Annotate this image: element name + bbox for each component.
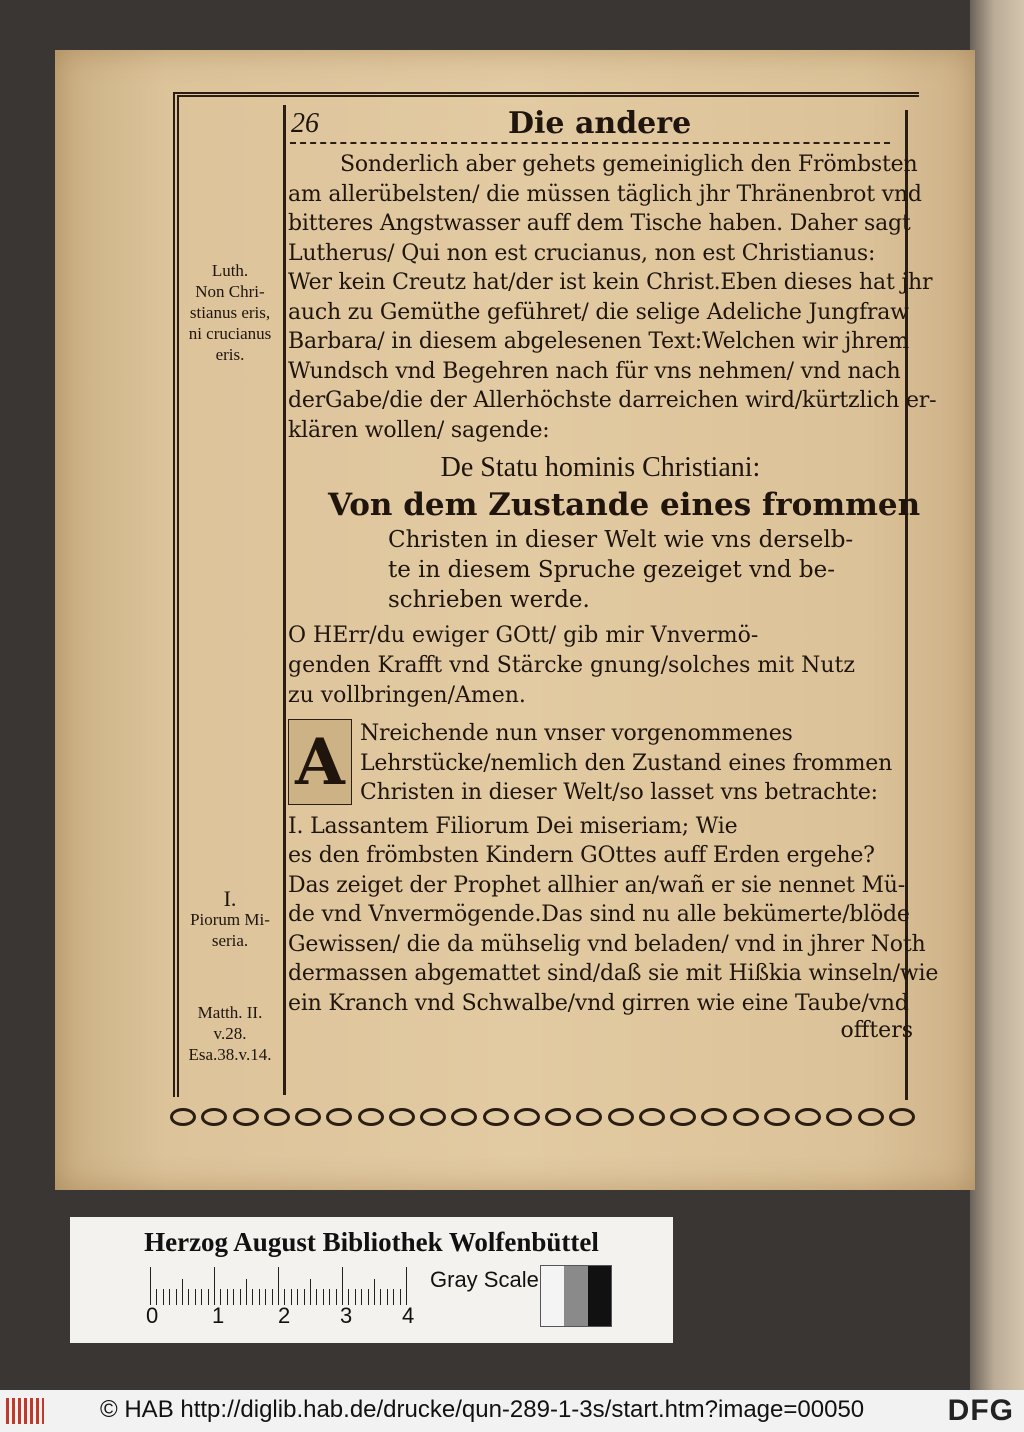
sermon-heading-german: Von dem Zustande eines frommen (328, 487, 921, 523)
margin-note-piorum (175, 888, 285, 951)
book-page (55, 50, 975, 1190)
ruler-tick (201, 1289, 202, 1305)
ornament-loop (201, 1108, 227, 1126)
initial-paragraph (288, 719, 913, 808)
footer-citation: © HAB http://diglib.hab.de/drucke/qun-289-1-3s/start.htm?image=00050 (100, 1396, 865, 1423)
text-line: Wer kein Creutz hat/der ist kein Christ.Eben dieses hat jhr (288, 270, 933, 295)
scale-card (70, 1217, 673, 1343)
sermon-heading-latin: De Statu hominis Christiani: (440, 452, 761, 483)
ruler (150, 1265, 410, 1305)
ornament-loop (858, 1108, 884, 1126)
margin-note-line: eris. (215, 345, 245, 364)
ruler-tick (176, 1289, 177, 1305)
text-line: ein Kranch vnd Schwalbe/vnd girren wie eine Taube/vnd (288, 990, 909, 1016)
ruler-tick (336, 1289, 337, 1305)
ruler-tick (182, 1279, 183, 1305)
ruler-number: 1 (212, 1303, 225, 1328)
ruler-tick (259, 1289, 260, 1305)
ruler-tick (233, 1289, 234, 1305)
heading-continuation: Christen in dieser Welt wie vns derselb- (388, 527, 854, 553)
text-line: auch zu Gemüthe geführet/ die selige Adeliche Jungfraw (288, 299, 909, 325)
prayer-line: zu vollbringen/Amen. (288, 683, 526, 708)
ruler-tick (227, 1289, 228, 1305)
ornament-loop (608, 1108, 634, 1126)
header-rule (290, 142, 890, 144)
margin-note-line: v.28. (213, 1024, 247, 1043)
gray-scale-label: Gray Scale (430, 1267, 539, 1292)
ornament-loop (451, 1108, 477, 1126)
ornament-loop (233, 1108, 259, 1126)
text-line: Christen in dieser Welt/so lasset vns betrachte: (360, 780, 878, 805)
ornament-loop (670, 1108, 696, 1126)
ruler-tick (361, 1289, 362, 1305)
ruler-tick (297, 1289, 298, 1305)
ruler-tick (329, 1289, 330, 1305)
text-line: I. Lassantem Filiorum Dei miseriam; Wie (288, 813, 738, 839)
heading-continuation: schrieben werde. (388, 587, 590, 613)
ornamental-border (170, 1102, 915, 1132)
ruler-tick (163, 1289, 164, 1305)
ruler-tick (380, 1289, 381, 1305)
ruler-tick (150, 1267, 151, 1305)
ornament-loop (483, 1108, 509, 1126)
ruler-tick (323, 1289, 324, 1305)
ruler-tick (374, 1279, 375, 1305)
text-line: derGabe/die der Allerhöchste darreichen wird/kürtzlich er- (288, 388, 937, 413)
ruler-tick (355, 1289, 356, 1305)
hab-logo-icon (6, 1398, 44, 1424)
ruler-tick (406, 1267, 407, 1305)
ruler-tick (387, 1289, 388, 1305)
page-number: 26 (291, 108, 319, 139)
prayer-line: genden Krafft vnd Stärcke gnung/solches mit Nutz (288, 653, 855, 678)
ruler-tick (252, 1289, 253, 1305)
ruler-tick (214, 1267, 215, 1305)
decorated-initial: A (288, 719, 352, 805)
ornament-loop (514, 1108, 540, 1126)
text-line: Gewissen/ die da mühselig vnd beladen/ vnd in jhrer Noth (288, 931, 926, 957)
text-line: am allerübelsten/ die müssen täglich jhr Thränenbrot vnd (288, 181, 922, 207)
ruler-number: 2 (278, 1303, 291, 1328)
ruler-number: 0 (146, 1303, 159, 1328)
text-line: es den frömbsten Kindern GOttes auff Erden ergehe? (288, 843, 875, 868)
text-line: bitteres Angstwasser auff dem Tische haben. Daher sagt (288, 211, 911, 236)
text-line: Sonderlich aber gehets gemeiniglich den Frömbsten (340, 152, 918, 177)
gray-scale-swatches (540, 1265, 612, 1327)
text-line: Nreichende nun vnser vorgenommenes (360, 721, 793, 746)
ruler-tick (195, 1289, 196, 1305)
running-title: Die andere (508, 106, 692, 141)
catchword: offters (840, 1018, 913, 1043)
ruler-number: 4 (402, 1303, 415, 1328)
margin-note-line: stianus eris, (189, 303, 271, 322)
ruler-tick (278, 1267, 279, 1305)
ornament-loop (733, 1108, 759, 1126)
gray-swatch (541, 1266, 564, 1326)
text-line: Wundsch vnd Begehren nach für vns nehmen/ vnd nach (288, 358, 901, 384)
margin-note-line: Matth. II. (197, 1003, 263, 1022)
ruler-tick (400, 1289, 401, 1305)
margin-note-line: I. (223, 886, 237, 911)
margin-note-line: Esa.38.v.14. (188, 1045, 272, 1064)
ruler-tick (265, 1289, 266, 1305)
text-line: Lehrstücke/nemlich den Zustand eines frommen (360, 750, 893, 776)
text-line: klären wollen/ sagende: (288, 417, 550, 443)
text-line: dermassen abgemattet sind/daß sie mit Hißkia winseln/wie (288, 961, 939, 986)
ruler-tick (304, 1289, 305, 1305)
gray-swatch (564, 1266, 587, 1326)
ruler-tick (272, 1289, 273, 1305)
gray-swatch (588, 1266, 611, 1326)
ornament-loop (389, 1108, 415, 1126)
ruler-tick (169, 1289, 170, 1305)
ruler-tick (240, 1289, 241, 1305)
ornament-loop (576, 1108, 602, 1126)
margin-note-line: Non Chri- (195, 282, 265, 301)
margin-note-line: Piorum Mi- (190, 910, 270, 929)
library-name: Herzog August Bibliothek Wolfenbüttel (144, 1227, 599, 1257)
margin-note-line: Luth. (211, 261, 249, 280)
ruler-tick (342, 1267, 343, 1305)
ruler-tick (188, 1289, 189, 1305)
page-header (283, 108, 913, 142)
margin-note-line: ni crucianus (188, 324, 272, 343)
ornament-loop (889, 1108, 915, 1126)
ornament-loop (701, 1108, 727, 1126)
text-line: Barbara/ in diesem abgelesenen Text:Welchen wir jhrem (288, 329, 909, 354)
ornament-loop (420, 1108, 446, 1126)
margin-note-line: seria. (211, 931, 249, 950)
ornament-loop (764, 1108, 790, 1126)
ornament-loop (545, 1108, 571, 1126)
ornament-loop (639, 1108, 665, 1126)
ruler-tick (291, 1289, 292, 1305)
text-line: Lutherus/ Qui non est crucianus, non est Christianus: (288, 240, 876, 266)
ruler-tick (246, 1279, 247, 1305)
ruler-tick (208, 1289, 209, 1305)
margin-note-luther (175, 260, 285, 365)
ruler-number: 3 (340, 1303, 353, 1328)
ornament-loop (170, 1108, 196, 1126)
ornament-loop (326, 1108, 352, 1126)
ruler-tick (393, 1289, 394, 1305)
prayer-line: O HErr/du ewiger GOtt/ gib mir Vnvermö- (288, 623, 759, 648)
ornament-loop (264, 1108, 290, 1126)
ornament-loop (826, 1108, 852, 1126)
ornament-loop (795, 1108, 821, 1126)
ornament-loop (358, 1108, 384, 1126)
ornament-loop (295, 1108, 321, 1126)
margin-note-references (175, 1002, 285, 1065)
adjacent-page-edge (970, 0, 1024, 1390)
text-line: de vnd Vnvermögende.Das sind nu alle bekümerte/blöde (288, 902, 910, 927)
ruler-tick (316, 1289, 317, 1305)
footer-bar (0, 1390, 1024, 1432)
heading-continuation: te in diesem Spruche gezeiget vnd be- (388, 557, 836, 583)
body-text (288, 150, 939, 1048)
ruler-tick (368, 1289, 369, 1305)
text-line: Das zeiget der Prophet allhier an/wañ er sie nennet Mü- (288, 872, 906, 898)
ruler-tick (310, 1279, 311, 1305)
dfg-logo: DFG (947, 1394, 1014, 1427)
